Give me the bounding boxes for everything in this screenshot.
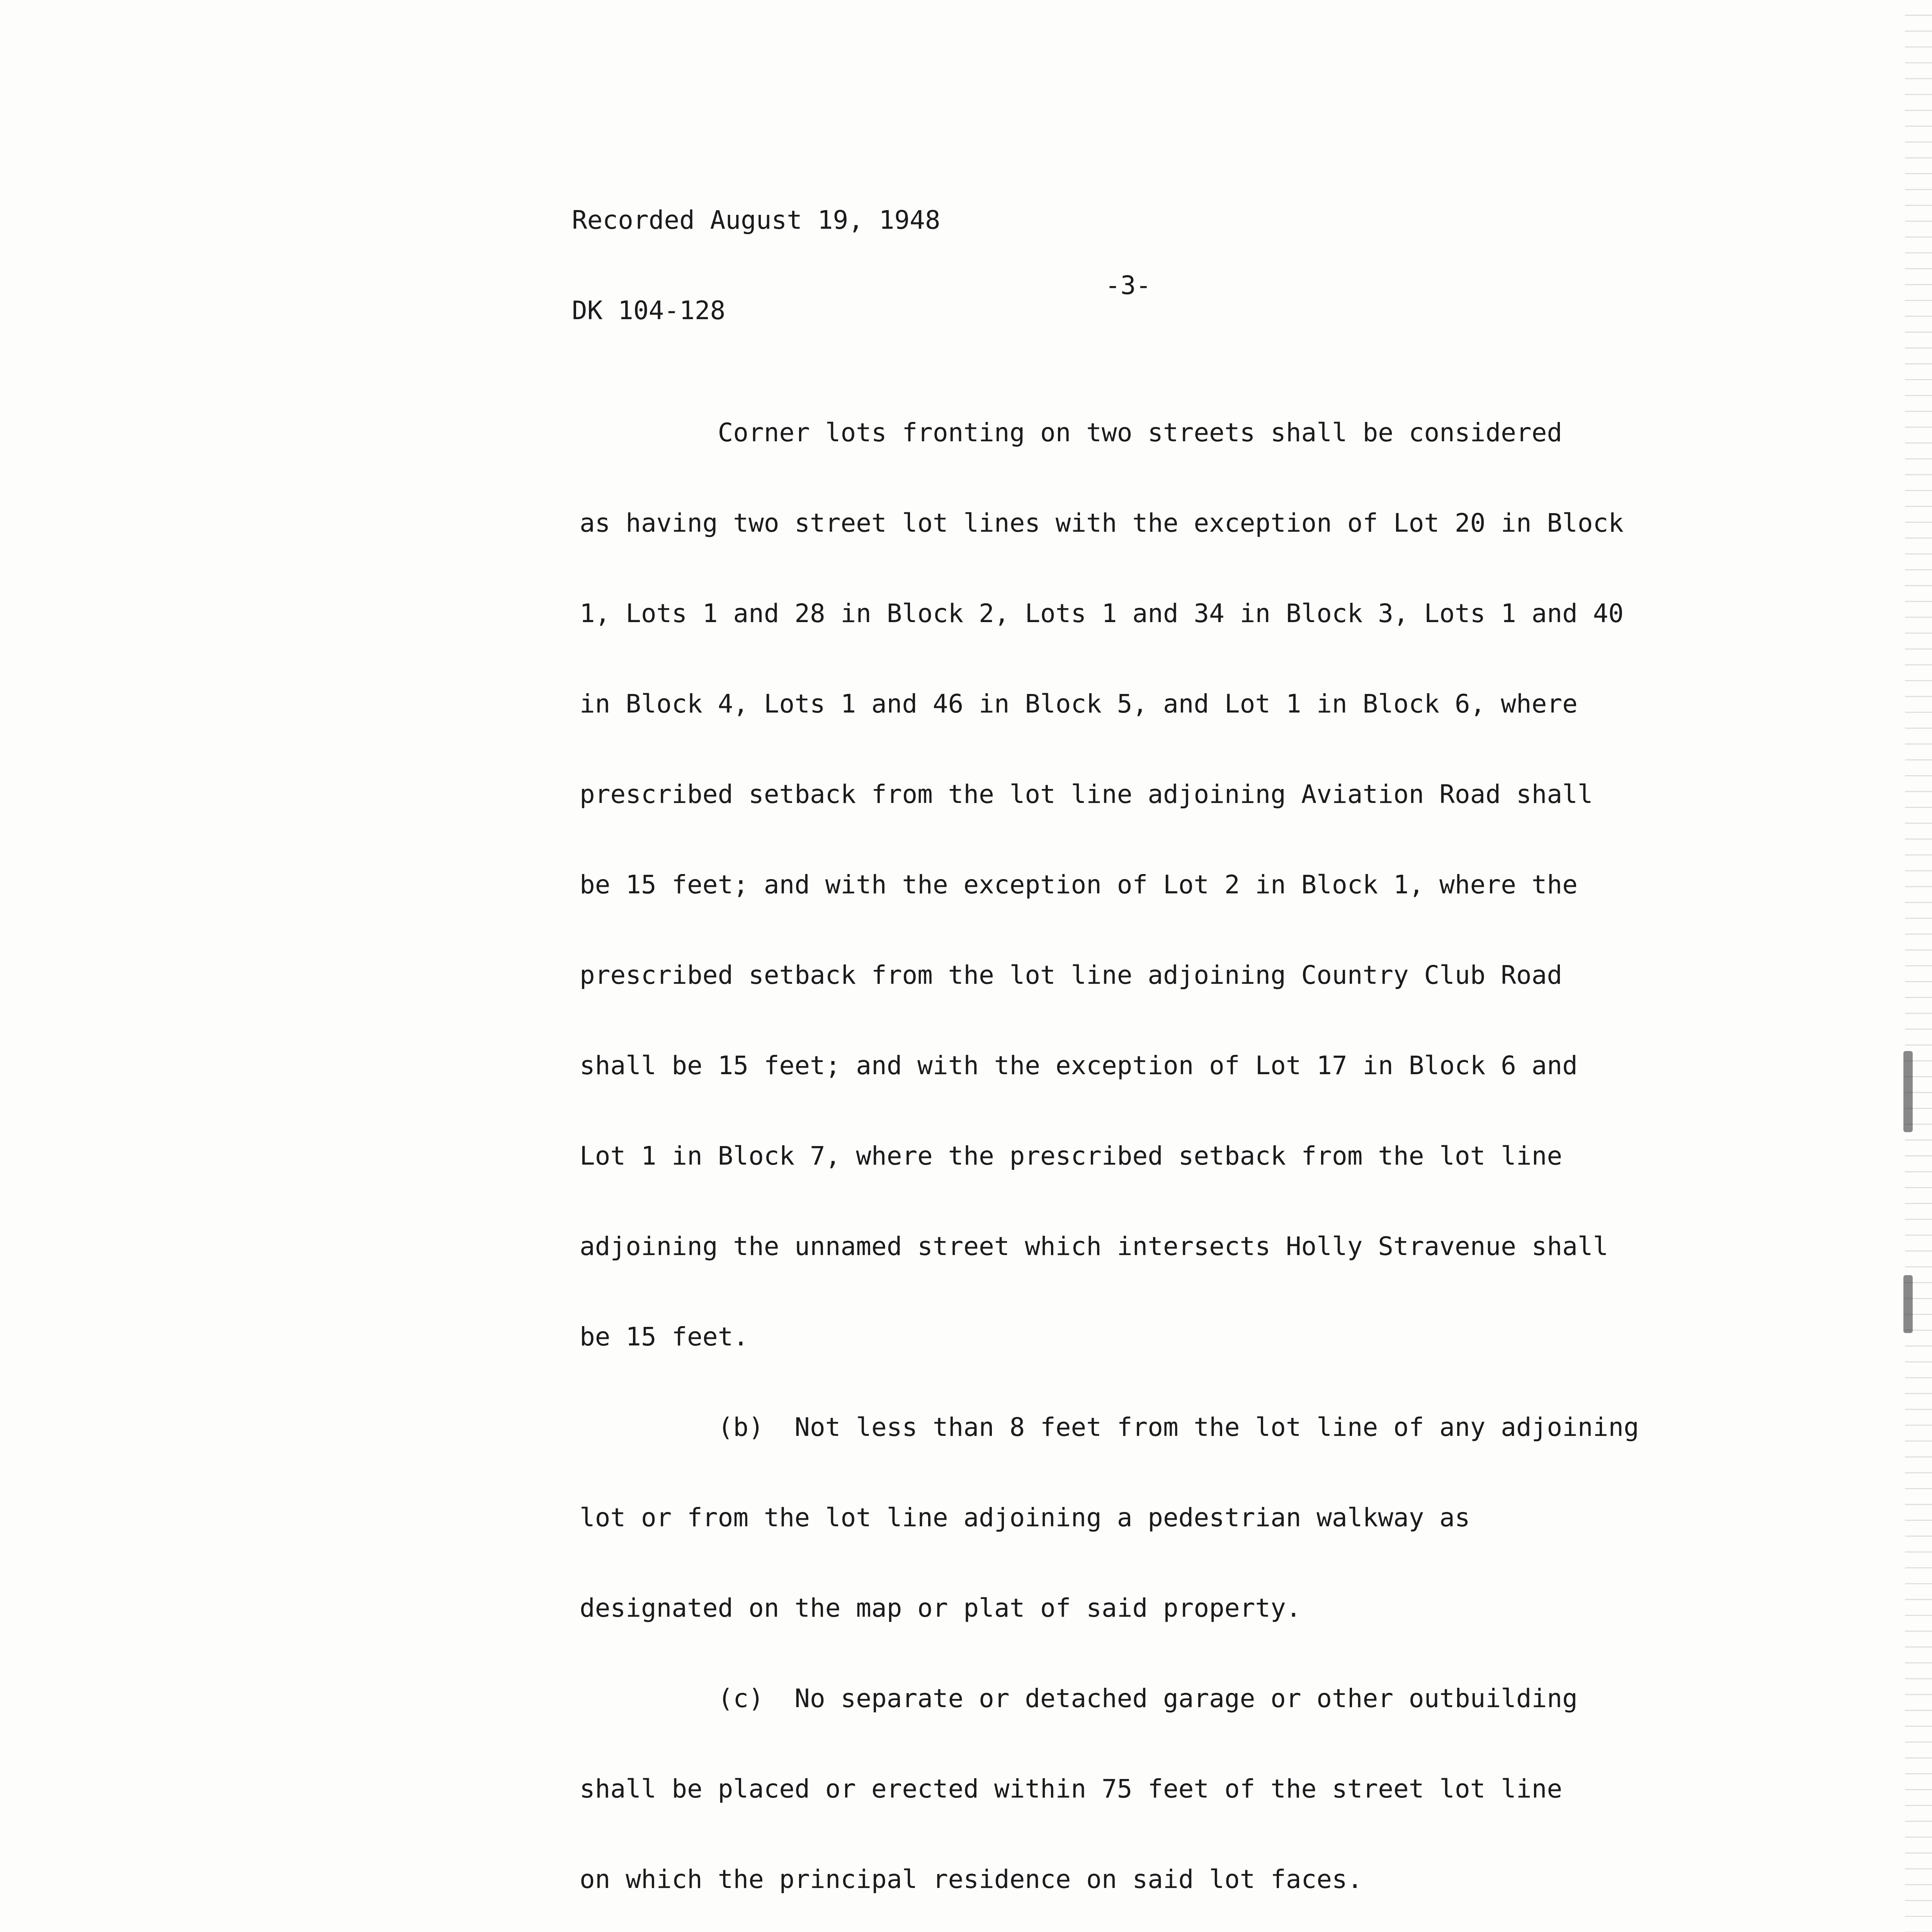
body-line: Lot 1 in Block 7, where the prescribed setback from the lot line	[580, 1141, 1563, 1171]
book-reference: DK 104-128	[572, 296, 726, 325]
body-line: designated on the map or plat of said property.	[580, 1593, 1301, 1623]
body-line: prescribed setback from the lot line adjoining Country Club Road	[580, 960, 1563, 990]
page-number: -3-	[1105, 270, 1151, 300]
body-line: shall be placed or erected within 75 feet of the street lot line	[580, 1774, 1563, 1804]
body-line: lot or from the lot line adjoining a pedestrian walkway as	[580, 1503, 1470, 1532]
body-line: in Block 4, Lots 1 and 46 in Block 5, and Lot 1 in Block 6, where	[580, 689, 1578, 719]
body-line: be 15 feet.	[580, 1322, 749, 1352]
document-body	[580, 357, 1654, 1932]
body-line: prescribed setback from the lot line adjoining Aviation Road shall	[580, 779, 1593, 809]
scan-edge-noise	[1905, 0, 1932, 1932]
body-line: be 15 feet; and with the exception of Lot 2 in Block 1, where the	[580, 870, 1578, 900]
body-line: adjoining the unnamed street which intersects Holly Stravenue shall	[580, 1231, 1609, 1261]
scan-edge-mark	[1903, 1275, 1913, 1333]
body-line: 1, Lots 1 and 28 in Block 2, Lots 1 and 34 in Block 3, Lots 1 and 40	[580, 599, 1624, 628]
body-line: (c) No separate or detached garage or other outbuilding	[580, 1684, 1578, 1713]
body-line: as having two street lot lines with the exception of Lot 20 in Block	[580, 508, 1624, 538]
body-line: Corner lots fronting on two streets shall be considered	[580, 418, 1563, 447]
recorded-date: Recorded August 19, 1948	[572, 205, 940, 235]
body-line: on which the principal residence on said lot faces.	[580, 1864, 1363, 1894]
body-line: (b) Not less than 8 feet from the lot line of any adjoining	[580, 1412, 1639, 1442]
scan-edge-mark	[1903, 1051, 1913, 1132]
recording-header	[572, 145, 940, 386]
body-line: shall be 15 feet; and with the exception of Lot 17 in Block 6 and	[580, 1051, 1578, 1080]
